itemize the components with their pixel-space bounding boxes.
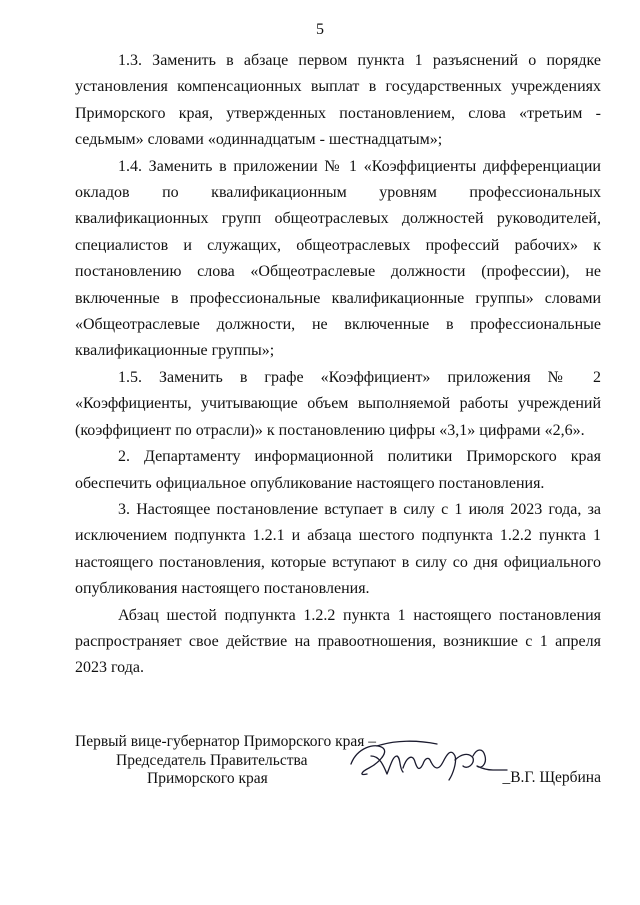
paragraph-1-4: 1.4. Заменить в приложении № 1 «Коэффициенты дифференциации окладов по квалификационным уровням профессиональных квалификационных групп общеотраслевых должностей руководителей, специалистов и служащих, общеотраслевых профессий рабочих» к постановлению слова «Общеотраслевые должности (профессии), не включенные в профессиональные квалификационные группы» словами «Общеотраслевые должности, не включенные в профессиональные квалификационные группы»; xyxy=(75,157,601,360)
signatory-name: _В.Г. Щербина xyxy=(502,769,601,786)
handwritten-signature-icon xyxy=(347,734,512,784)
signatory-title-line-1: Первый вице-губернатор Приморского края – xyxy=(75,733,377,750)
signature-block xyxy=(75,732,601,792)
signatory-title-line-3: Приморского края xyxy=(147,770,268,787)
paragraph-3: 3. Настоящее постановление вступает в силу с 1 июля 2023 года, за исключением подпункта 1.2.1 и абзаца шестого подпункта 1.2.2 пункта 1 настоящего постановления, которые вступают в силу со дня официального опубликования настоящего постановления. xyxy=(75,500,601,598)
paragraph-1-5: 1.5. Заменить в графе «Коэффициент» приложения № 2 «Коэффициенты, учитывающие объем выполняемой работы учреждений (коэффициент по отрасли)» к постановлению цифры «3,1» цифрами «2,6». xyxy=(75,368,601,439)
page-number: 5 xyxy=(316,21,324,38)
paragraph-2: 2. Департаменту информационной политики Приморского края обеспечить официальное опубликование настоящего постановления. xyxy=(75,448,601,492)
paragraph-3-abzac: Абзац шестой подпункта 1.2.2 пункта 1 настоящего постановления распространяет свое действие на правоотношения, возникшие с 1 апреля 2023 года. xyxy=(75,606,601,677)
document-body xyxy=(75,48,601,682)
signatory-title-line-2: Председатель Правительства xyxy=(116,752,308,769)
paragraph-1-3: 1.3. Заменить в абзаце первом пункта 1 разъяснений о порядке установления компенсационных выплат в государственных учреждениях Приморского края, утвержденных постановлением, слова «третьим - седьмым» словами «одиннадцатым - шестнадцатым»; xyxy=(75,52,601,149)
